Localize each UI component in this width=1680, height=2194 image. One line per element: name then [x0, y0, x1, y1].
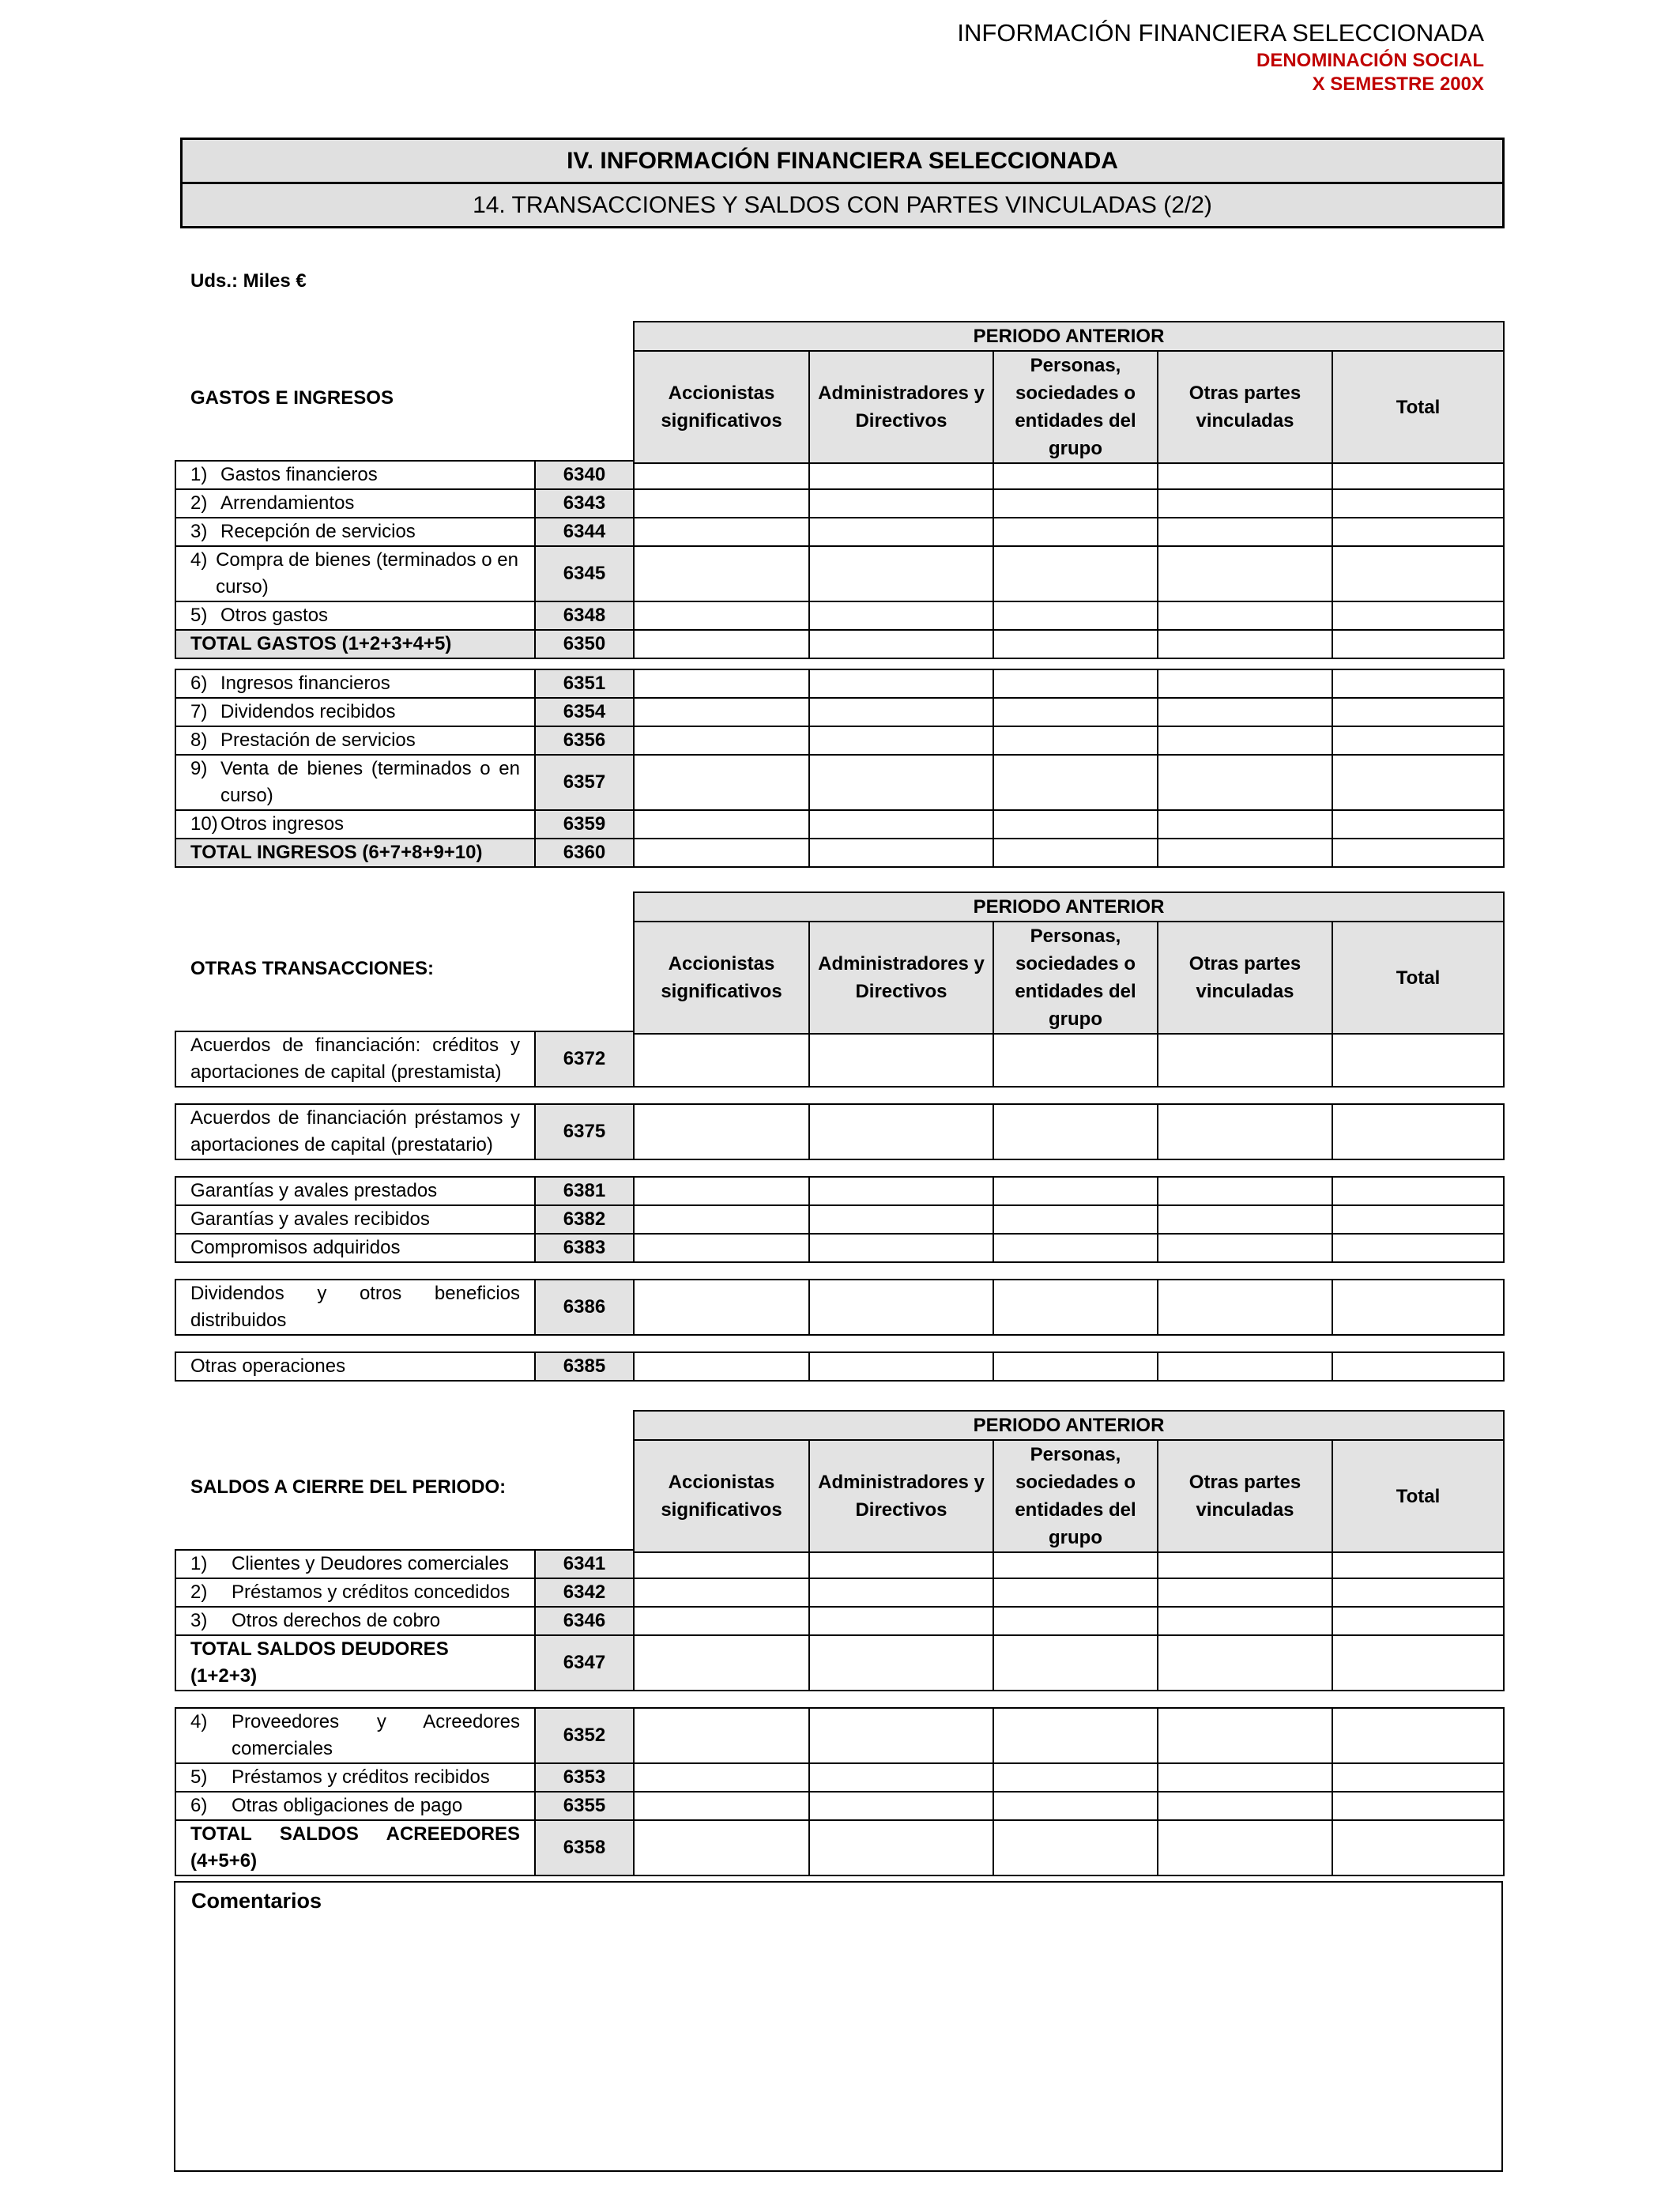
input-cell[interactable]: [993, 755, 1158, 810]
section-header: [175, 1410, 1503, 1549]
section-label: SALDOS A CIERRE DEL PERIODO:: [190, 1476, 507, 1498]
table-row: Acuerdos de financiación: créditos y aportaciones de capital (prestamista) 6372: [175, 1031, 1504, 1087]
row-code: 6375: [535, 1104, 634, 1159]
col-accionistas: Accionistas significativos: [634, 922, 809, 1034]
input-cell[interactable]: [1332, 1234, 1504, 1262]
total-row: [175, 630, 1504, 658]
section-title: IV. INFORMACIÓN FINANCIERA SELECCIONADA: [567, 148, 1118, 174]
input-cell[interactable]: [809, 1635, 993, 1691]
table-row: 4) Proveedores y Acreedores comerciales 6352: [175, 1708, 1504, 1763]
section-saldos-cierre: [175, 1410, 1503, 1876]
input-cell[interactable]: [1332, 601, 1504, 630]
input-cell[interactable]: [809, 1708, 993, 1763]
input-cell[interactable]: [1332, 1607, 1504, 1635]
subsection-title: 14. TRANSACCIONES Y SALDOS CON PARTES VINCULADAS (2/2): [183, 182, 1502, 226]
row-code: 6356: [535, 726, 634, 755]
total-label: TOTAL GASTOS (1+2+3+4+5): [175, 630, 535, 658]
col-administradores: Administradores y Directivos: [809, 351, 993, 463]
ingresos-table: [175, 669, 1505, 868]
input-cell[interactable]: [1332, 755, 1504, 810]
input-cell[interactable]: [1158, 1031, 1332, 1087]
input-cell[interactable]: [634, 1280, 809, 1335]
row-code: 6372: [535, 1031, 634, 1087]
input-cell[interactable]: [634, 1205, 809, 1234]
table-row: Garantías y avales recibidos 6382: [175, 1205, 1504, 1234]
input-cell[interactable]: [993, 1031, 1158, 1087]
page-header: [957, 17, 1484, 96]
input-cell[interactable]: [809, 489, 993, 518]
row-code: 6385: [535, 1352, 634, 1381]
input-cell[interactable]: [809, 1820, 993, 1875]
input-cell[interactable]: [1158, 1550, 1332, 1578]
col-otras-partes: Otras partes vinculadas: [1158, 1440, 1332, 1552]
otras-table-3: [175, 1176, 1505, 1263]
input-cell[interactable]: [809, 1280, 993, 1335]
input-cell[interactable]: [809, 1763, 993, 1792]
input-cell[interactable]: [634, 1104, 809, 1159]
table-row: 3) Otros derechos de cobro 6346: [175, 1607, 1504, 1635]
company-name: DENOMINACIÓN SOCIAL: [1256, 50, 1484, 71]
input-cell[interactable]: [809, 1792, 993, 1820]
saldos-deudores-table: [175, 1549, 1505, 1691]
input-cell[interactable]: [1158, 1177, 1332, 1205]
col-grupo: Personas, sociedades o entidades del grupo: [993, 1440, 1158, 1552]
input-cell[interactable]: [634, 1352, 809, 1381]
table-row: 9) Venta de bienes (terminados o en curso) 6357: [175, 755, 1504, 810]
table-row: Compromisos adquiridos 6383: [175, 1234, 1504, 1262]
input-cell[interactable]: [809, 1031, 993, 1087]
input-cell[interactable]: [1332, 1763, 1504, 1792]
input-cell[interactable]: [634, 1607, 809, 1635]
total-label: TOTAL SALDOS DEUDORES (1+2+3): [175, 1635, 535, 1691]
input-cell[interactable]: [809, 546, 993, 601]
otras-table-1: [175, 1031, 1505, 1088]
input-cell[interactable]: [809, 1205, 993, 1234]
row-code: 6354: [535, 698, 634, 726]
input-cell[interactable]: [634, 1708, 809, 1763]
input-cell[interactable]: [993, 1578, 1158, 1607]
table-row: Otras operaciones 6385: [175, 1352, 1504, 1381]
input-cell[interactable]: [1158, 1352, 1332, 1381]
row-code: 6343: [535, 489, 634, 518]
input-cell[interactable]: [634, 755, 809, 810]
table-row: Acuerdos de financiación préstamos y aportaciones de capital (prestatario) 6375: [175, 1104, 1504, 1159]
input-cell[interactable]: [993, 669, 1158, 698]
row-code: 6351: [535, 669, 634, 698]
row-code: 6352: [535, 1708, 634, 1763]
input-cell[interactable]: [634, 630, 809, 658]
input-cell[interactable]: [1158, 546, 1332, 601]
input-cell[interactable]: [1332, 518, 1504, 546]
table-row: 1) Clientes y Deudores comerciales 6341: [175, 1550, 1504, 1578]
row-code: 6350: [535, 630, 634, 658]
section-label: GASTOS E INGRESOS: [190, 387, 394, 409]
units-label: Uds.: Miles €: [190, 270, 307, 292]
input-cell[interactable]: [1158, 601, 1332, 630]
input-cell[interactable]: [634, 518, 809, 546]
input-cell[interactable]: [1332, 1031, 1504, 1087]
table-row: 1) Gastos financieros 6340: [175, 461, 1504, 489]
section-header: [175, 321, 1503, 460]
table-row: 3) Recepción de servicios 6344: [175, 518, 1504, 546]
input-cell[interactable]: [993, 1607, 1158, 1635]
input-cell[interactable]: [993, 461, 1158, 489]
col-grupo: Personas, sociedades o entidades del grupo: [993, 922, 1158, 1034]
input-cell[interactable]: [1158, 1280, 1332, 1335]
input-cell[interactable]: [993, 1104, 1158, 1159]
input-cell[interactable]: [1332, 546, 1504, 601]
input-cell[interactable]: [1158, 1792, 1332, 1820]
input-cell[interactable]: [1158, 630, 1332, 658]
input-cell[interactable]: [993, 518, 1158, 546]
input-cell[interactable]: [1158, 1820, 1332, 1875]
col-grupo: Personas, sociedades o entidades del grupo: [993, 351, 1158, 463]
input-cell[interactable]: [634, 726, 809, 755]
period-header: PERIODO ANTERIOR: [634, 1411, 1504, 1440]
column-header-table: [633, 892, 1505, 1035]
input-cell[interactable]: [809, 601, 993, 630]
input-cell[interactable]: [993, 1205, 1158, 1234]
input-cell[interactable]: [1158, 726, 1332, 755]
col-accionistas: Accionistas significativos: [634, 1440, 809, 1552]
input-cell[interactable]: [993, 1177, 1158, 1205]
input-cell[interactable]: [993, 698, 1158, 726]
input-cell[interactable]: [1158, 489, 1332, 518]
gastos-table: [175, 460, 1505, 659]
saldos-acreedores-table: [175, 1707, 1505, 1876]
input-cell[interactable]: [1332, 489, 1504, 518]
input-cell[interactable]: [809, 630, 993, 658]
total-row: [175, 1820, 1504, 1875]
row-code: 6342: [535, 1578, 634, 1607]
input-cell[interactable]: [993, 839, 1158, 867]
input-cell[interactable]: [993, 1708, 1158, 1763]
input-cell[interactable]: [1332, 726, 1504, 755]
input-cell[interactable]: [634, 810, 809, 839]
input-cell[interactable]: [1332, 669, 1504, 698]
input-cell[interactable]: [1158, 1635, 1332, 1691]
col-administradores: Administradores y Directivos: [809, 1440, 993, 1552]
input-cell[interactable]: [1158, 518, 1332, 546]
input-cell[interactable]: [634, 669, 809, 698]
input-cell[interactable]: [1332, 1635, 1504, 1691]
input-cell[interactable]: [1158, 1578, 1332, 1607]
input-cell[interactable]: [809, 1550, 993, 1578]
input-cell[interactable]: [1158, 698, 1332, 726]
input-cell[interactable]: [1332, 1820, 1504, 1875]
row-code: 6382: [535, 1205, 634, 1234]
table-row: 10) Otros ingresos 6359: [175, 810, 1504, 839]
column-header-table: [633, 1410, 1505, 1553]
input-cell[interactable]: [634, 1177, 809, 1205]
input-cell[interactable]: [809, 1352, 993, 1381]
row-code: 6344: [535, 518, 634, 546]
input-cell[interactable]: [809, 755, 993, 810]
table-row: 2) Préstamos y créditos concedidos 6342: [175, 1578, 1504, 1607]
table-row: 7) Dividendos recibidos 6354: [175, 698, 1504, 726]
title-box: [180, 138, 1505, 228]
input-cell[interactable]: [1158, 839, 1332, 867]
input-cell[interactable]: [1332, 698, 1504, 726]
period-header: PERIODO ANTERIOR: [634, 322, 1504, 351]
input-cell[interactable]: [809, 1578, 993, 1607]
col-otras-partes: Otras partes vinculadas: [1158, 922, 1332, 1034]
input-cell[interactable]: [1332, 1708, 1504, 1763]
input-cell[interactable]: [809, 1104, 993, 1159]
input-cell[interactable]: [993, 1234, 1158, 1262]
input-cell[interactable]: [993, 601, 1158, 630]
input-cell[interactable]: [1332, 461, 1504, 489]
input-cell[interactable]: [809, 839, 993, 867]
table-row: 6) Otras obligaciones de pago 6355: [175, 1792, 1504, 1820]
input-cell[interactable]: [634, 1234, 809, 1262]
otras-table-4: [175, 1279, 1505, 1336]
row-code: 6353: [535, 1763, 634, 1792]
input-cell[interactable]: [993, 1635, 1158, 1691]
input-cell[interactable]: [1332, 1280, 1504, 1335]
row-code: 6341: [535, 1550, 634, 1578]
input-cell[interactable]: [993, 546, 1158, 601]
input-cell[interactable]: [1158, 1607, 1332, 1635]
row-code: 6346: [535, 1607, 634, 1635]
otras-table-5: [175, 1351, 1505, 1382]
input-cell[interactable]: [634, 1792, 809, 1820]
row-code: 6358: [535, 1820, 634, 1875]
input-cell[interactable]: [1332, 839, 1504, 867]
otras-table-2: [175, 1103, 1505, 1160]
input-cell[interactable]: [993, 1763, 1158, 1792]
table-row: 8) Prestación de servicios 6356: [175, 726, 1504, 755]
section-header: [175, 892, 1503, 1031]
input-cell[interactable]: [993, 489, 1158, 518]
total-row: [175, 839, 1504, 867]
input-cell[interactable]: [634, 1820, 809, 1875]
table-row: Garantías y avales prestados 6381: [175, 1177, 1504, 1205]
input-cell[interactable]: [1332, 1205, 1504, 1234]
input-cell[interactable]: [1332, 1578, 1504, 1607]
input-cell[interactable]: [993, 1280, 1158, 1335]
input-cell[interactable]: [634, 1763, 809, 1792]
section-otras-transacciones: [175, 892, 1503, 1382]
input-cell[interactable]: [1158, 810, 1332, 839]
input-cell[interactable]: [1332, 1177, 1504, 1205]
input-cell[interactable]: [993, 1352, 1158, 1381]
table-row: 5) Préstamos y créditos recibidos 6353: [175, 1763, 1504, 1792]
input-cell[interactable]: [1332, 1104, 1504, 1159]
input-cell[interactable]: [1332, 810, 1504, 839]
input-cell[interactable]: [1158, 755, 1332, 810]
input-cell[interactable]: [634, 1550, 809, 1578]
input-cell[interactable]: [809, 810, 993, 839]
row-code: 6355: [535, 1792, 634, 1820]
input-cell[interactable]: [1158, 461, 1332, 489]
col-total: Total: [1332, 922, 1504, 1034]
input-cell[interactable]: [809, 1607, 993, 1635]
input-cell[interactable]: [993, 1550, 1158, 1578]
table-row: 2) Arrendamientos 6343: [175, 489, 1504, 518]
table-row: 6) Ingresos financieros 6351: [175, 669, 1504, 698]
table-row: Dividendos y otros beneficios distribuidos 6386: [175, 1280, 1504, 1335]
input-cell[interactable]: [993, 1792, 1158, 1820]
input-cell[interactable]: [809, 1234, 993, 1262]
input-cell[interactable]: [809, 518, 993, 546]
input-cell[interactable]: [634, 601, 809, 630]
col-total: Total: [1332, 1440, 1504, 1552]
row-code: 6360: [535, 839, 634, 867]
input-cell[interactable]: [1158, 1234, 1332, 1262]
col-total: Total: [1332, 351, 1504, 463]
row-code: 6347: [535, 1635, 634, 1691]
input-cell[interactable]: [993, 1820, 1158, 1875]
col-administradores: Administradores y Directivos: [809, 922, 993, 1034]
input-cell[interactable]: [1158, 669, 1332, 698]
row-code: 6348: [535, 601, 634, 630]
input-cell[interactable]: [634, 698, 809, 726]
column-header-table: [633, 321, 1505, 464]
row-code: 6381: [535, 1177, 634, 1205]
total-row: [175, 1635, 1504, 1691]
input-cell[interactable]: [634, 1635, 809, 1691]
section-label: OTRAS TRANSACCIONES:: [190, 958, 435, 979]
input-cell[interactable]: [993, 630, 1158, 658]
input-cell[interactable]: [809, 726, 993, 755]
reporting-period: X SEMESTRE 200X: [1312, 74, 1484, 95]
input-cell[interactable]: [1332, 1792, 1504, 1820]
input-cell[interactable]: [993, 726, 1158, 755]
row-code: 6345: [535, 546, 634, 601]
input-cell[interactable]: [1158, 1104, 1332, 1159]
input-cell[interactable]: [809, 698, 993, 726]
table-row: 5) Otros gastos 6348: [175, 601, 1504, 630]
row-code: 6386: [535, 1280, 634, 1335]
input-cell[interactable]: [634, 546, 809, 601]
comments-label: Comentarios: [191, 1889, 322, 1913]
input-cell[interactable]: [1158, 1708, 1332, 1763]
input-cell[interactable]: [634, 461, 809, 489]
col-accionistas: Accionistas significativos: [634, 351, 809, 463]
row-code: 6340: [535, 461, 634, 489]
row-code: 6359: [535, 810, 634, 839]
header-title: INFORMACIÓN FINANCIERA SELECCIONADA: [957, 19, 1484, 47]
input-cell[interactable]: [809, 1177, 993, 1205]
row-code: 6357: [535, 755, 634, 810]
input-cell[interactable]: [809, 669, 993, 698]
comments-box[interactable]: [174, 1881, 1503, 2172]
input-cell[interactable]: [993, 810, 1158, 839]
input-cell[interactable]: [1158, 1763, 1332, 1792]
input-cell[interactable]: [1158, 1205, 1332, 1234]
col-otras-partes: Otras partes vinculadas: [1158, 351, 1332, 463]
input-cell[interactable]: [634, 839, 809, 867]
input-cell[interactable]: [1332, 630, 1504, 658]
input-cell[interactable]: [1332, 1550, 1504, 1578]
input-cell[interactable]: [809, 461, 993, 489]
total-label: TOTAL SALDOS ACREEDORES (4+5+6): [175, 1820, 535, 1875]
input-cell[interactable]: [634, 1578, 809, 1607]
total-label: TOTAL INGRESOS (6+7+8+9+10): [175, 839, 535, 867]
section-gastos-ingresos: [175, 321, 1503, 868]
table-row: 4) Compra de bienes (terminados o en curso) 6345: [175, 546, 1504, 601]
period-header: PERIODO ANTERIOR: [634, 892, 1504, 922]
row-code: 6383: [535, 1234, 634, 1262]
input-cell[interactable]: [1332, 1352, 1504, 1381]
input-cell[interactable]: [634, 489, 809, 518]
input-cell[interactable]: [634, 1031, 809, 1087]
